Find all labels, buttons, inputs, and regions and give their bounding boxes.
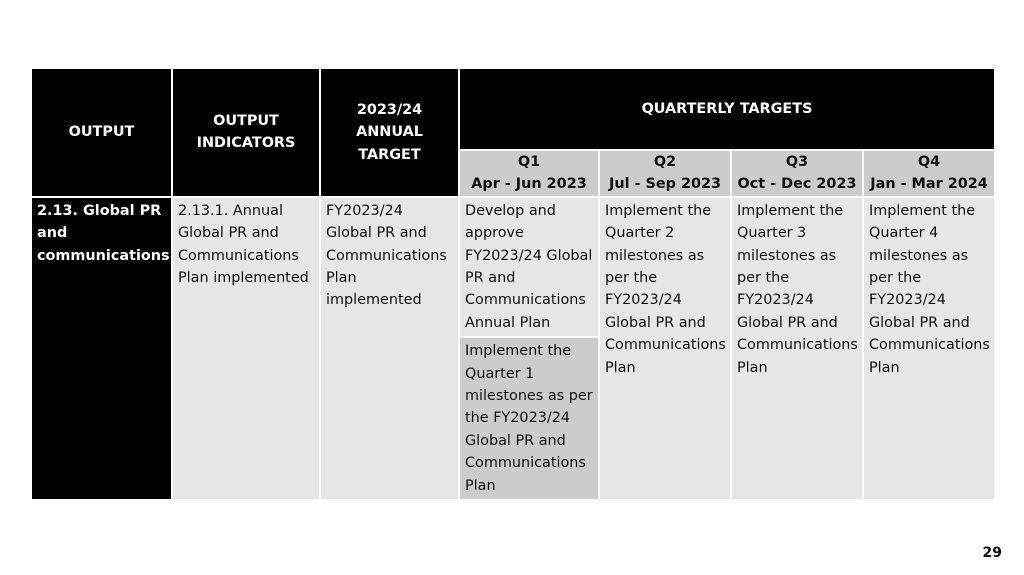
page-number: 29 xyxy=(982,545,1002,561)
indicator-cell: 2.13.1. Annual Global PR and Communications Plan implemented xyxy=(172,197,320,500)
q1-target-cell-a: Develop and approve FY2023/24 Global PR and Communications Annual Plan xyxy=(459,197,599,337)
quarter-period: Jan - Mar 2024 xyxy=(870,176,988,193)
header-output: OUTPUT xyxy=(31,68,172,197)
quarter-header-q1 xyxy=(459,150,599,197)
quarter-label: Q2 xyxy=(653,154,677,170)
quarter-period: Jul - Sep 2023 xyxy=(608,176,721,193)
q3-target-cell: Implement the Quarter 3 milestones as per the FY2023/24 Global PR and Communications Plan xyxy=(731,197,863,500)
output-cell: 2.13. Global PR and communications xyxy=(31,197,172,500)
quarter-label: Q3 xyxy=(785,154,809,170)
q2-target-cell: Implement the Quarter 2 milestones as per the FY2023/24 Global PR and Communications Plan xyxy=(599,197,731,500)
annual-target-cell: FY2023/24 Global PR and Communications Plan implemented xyxy=(320,197,459,500)
quarter-label: Q1 xyxy=(517,154,541,170)
quarter-period: Oct - Dec 2023 xyxy=(737,176,857,193)
quarter-header-q4 xyxy=(863,150,995,197)
quarter-label: Q4 xyxy=(917,154,941,170)
targets-table xyxy=(30,67,996,501)
q1-target-cell-b: Implement the Quarter 1 milestones as per the FY2023/24 Global PR and Communications Plan xyxy=(459,337,599,500)
quarter-header-q3 xyxy=(731,150,863,197)
header-output-indicators: OUTPUT INDICATORS xyxy=(172,68,320,197)
quarter-period: Apr - Jun 2023 xyxy=(471,176,587,193)
quarter-header-q2 xyxy=(599,150,731,197)
header-quarterly-targets: QUARTERLY TARGETS xyxy=(459,68,995,150)
header-annual-target: 2023/24 ANNUAL TARGET xyxy=(320,68,459,197)
q4-target-cell: Implement the Quarter 4 milestones as per the FY2023/24 Global PR and Communications Plan xyxy=(863,197,995,500)
